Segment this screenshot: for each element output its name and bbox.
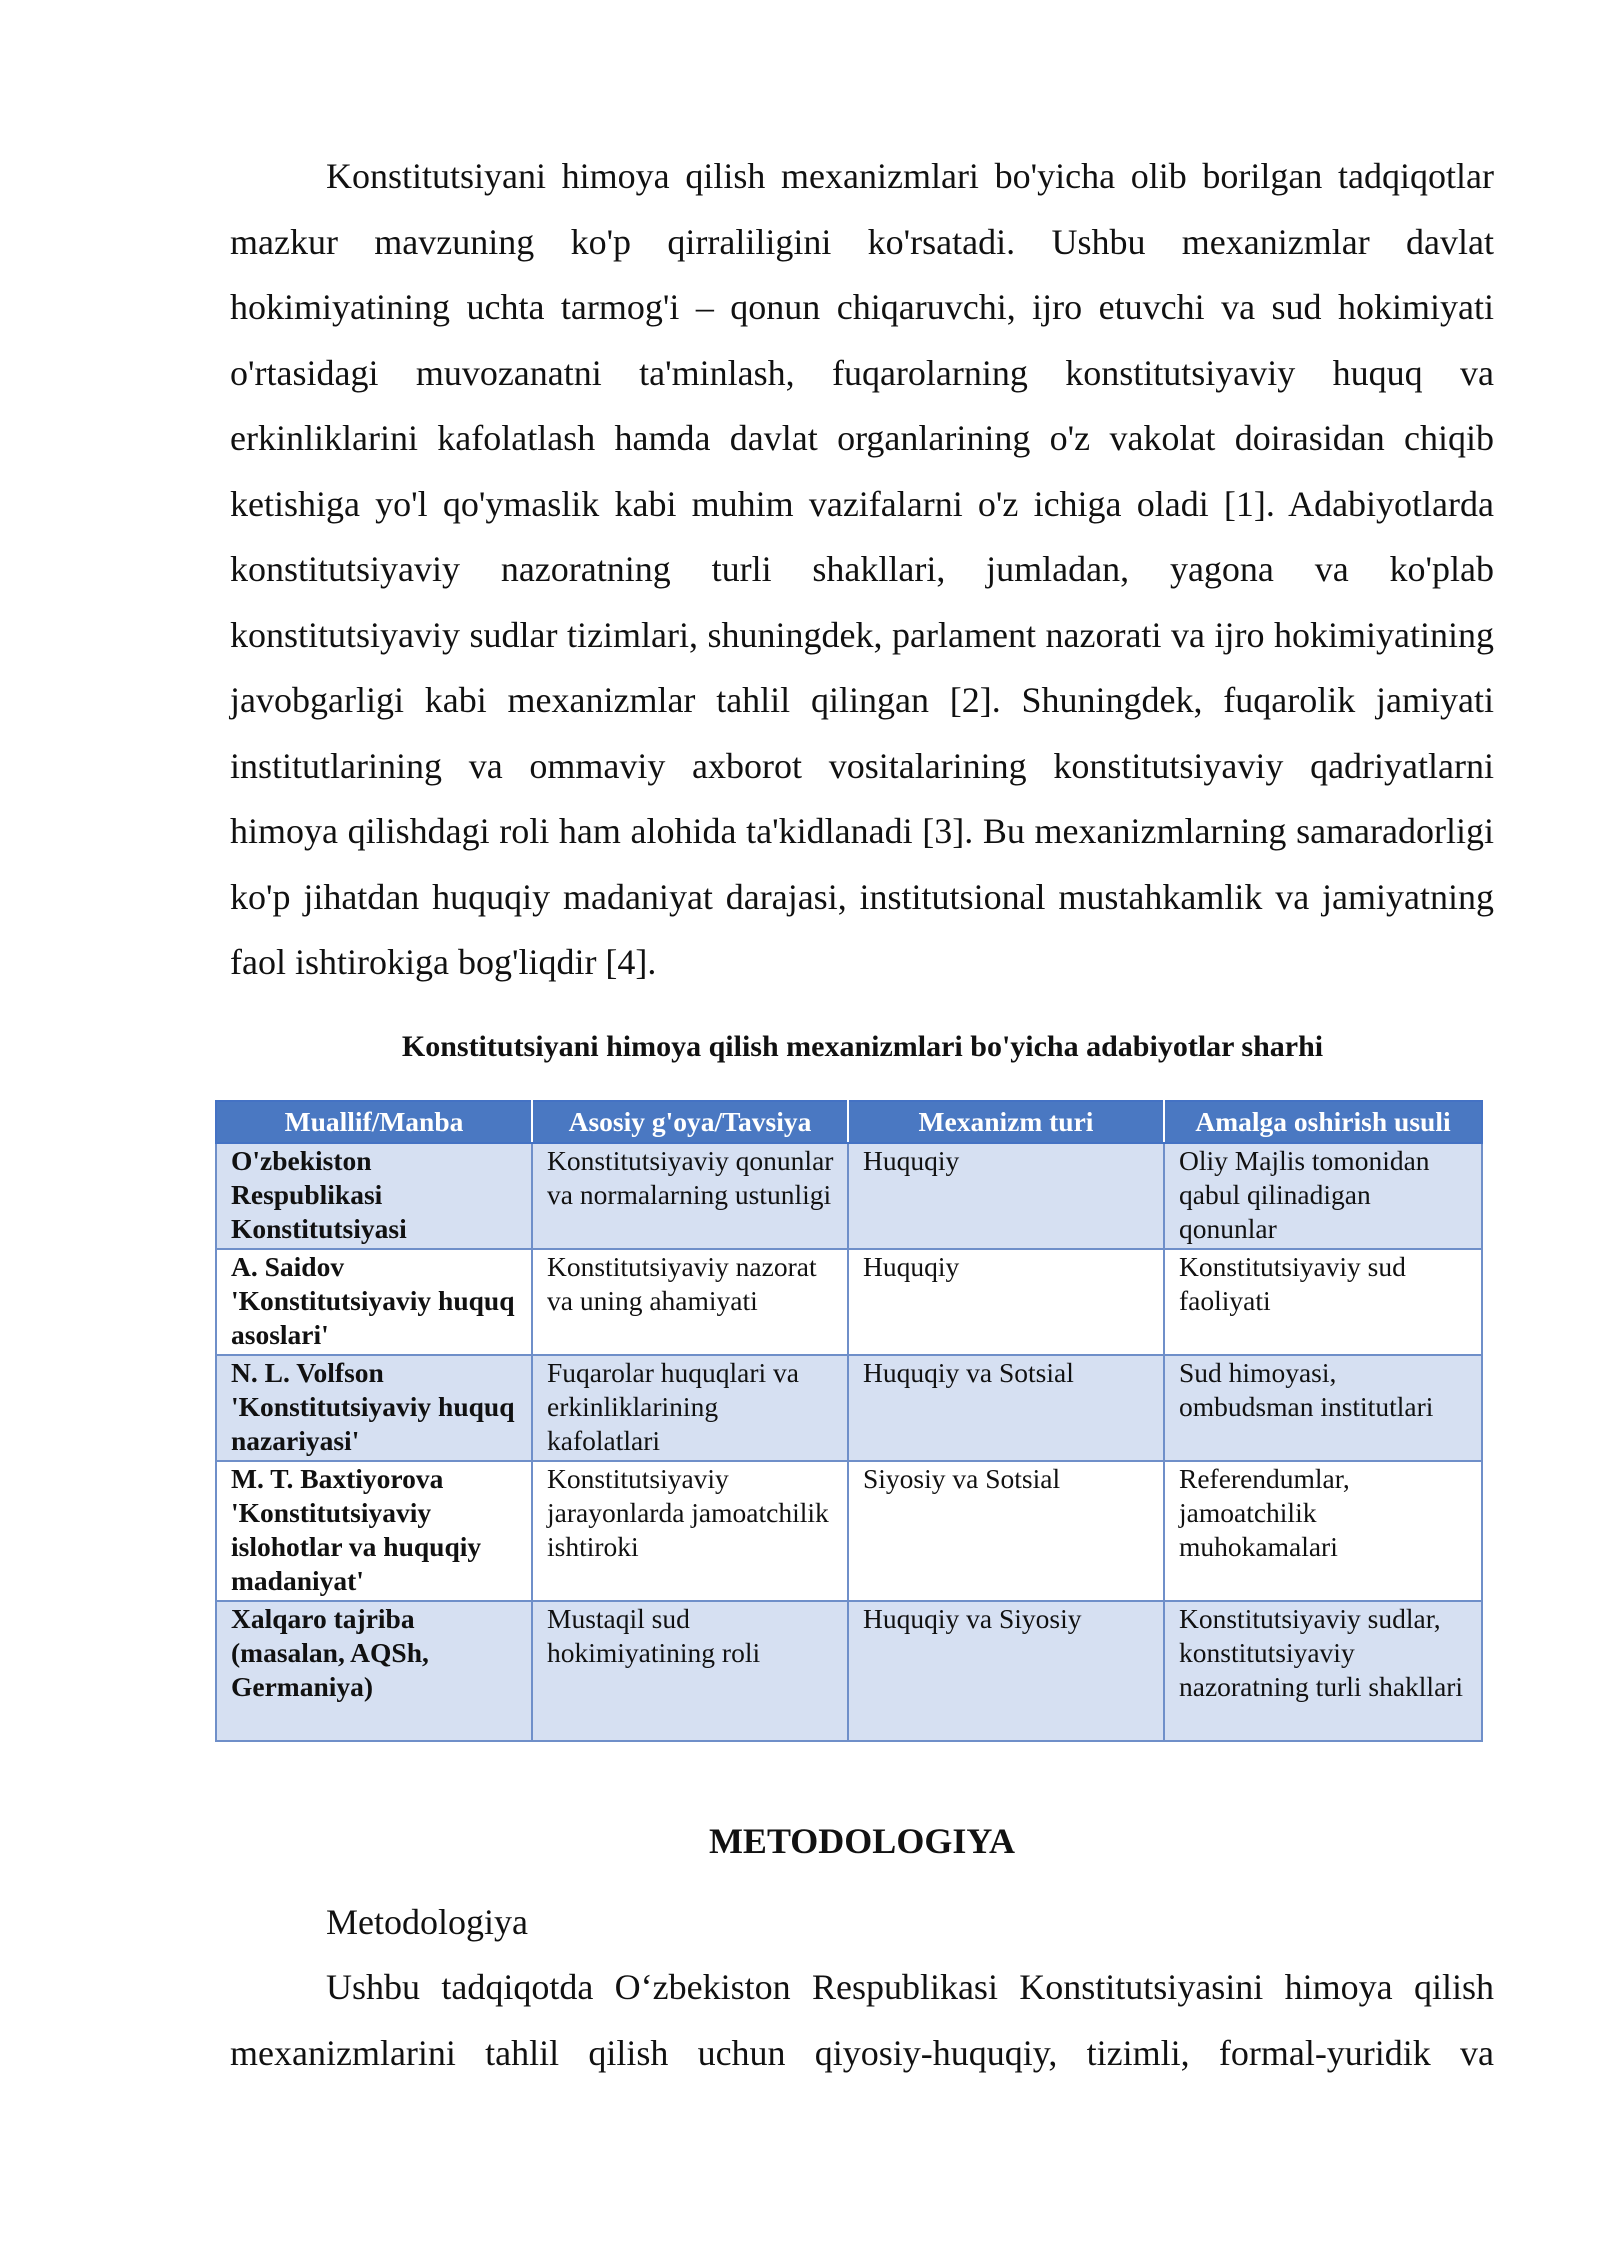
subheading: Metodologiya [326, 1902, 528, 1942]
cell-mechanism: Huquqiy [848, 1249, 1164, 1355]
table-row [216, 1601, 1482, 1741]
cell-method: Sud himoyasi, ombudsman institutlari [1164, 1355, 1482, 1461]
table-row [216, 1249, 1482, 1355]
cell-source: M. T. Baxtiyorova 'Konstitutsiyaviy islohotlar va huquqiy madaniyat' [216, 1461, 532, 1601]
cell-idea: Mustaqil sud hokimiyatining roli [532, 1601, 848, 1741]
table-row [216, 1143, 1482, 1249]
cell-idea: Fuqarolar huquqlari va erkinliklarining kafolatlari [532, 1355, 848, 1461]
cell-idea: Konstitutsiyaviy qonunlar va normalarning ustunligi [532, 1143, 848, 1249]
cell-mechanism: Huquqiy va Siyosiy [848, 1601, 1164, 1741]
header-main-idea: Asosiy g'oya/Tavsiya [532, 1101, 848, 1143]
cell-source: Xalqaro tajriba (masalan, AQSh, Germaniya) [216, 1601, 532, 1741]
cell-source: O'zbekiston Respublikasi Konstitutsiyasi [216, 1143, 532, 1249]
cell-method: Oliy Majlis tomonidan qabul qilinadigan qonunlar [1164, 1143, 1482, 1249]
body-paragraph-1 [230, 144, 1494, 996]
paragraph-text: Konstitutsiyani himoya qilish mexanizmlari bo'yicha olib borilgan tadqiqotlar mazkur mavzuning ko'p qirraliligini ko'rsatadi. Ushbu mexanizmlar davlat hokimiyatining uchta tarmog'i – qonun chiqaruvchi, ijro etuvchi va sud hokimiyati o'rtasidagi muvozanatni ta'minlash, fuqarolarning konstitutsiyaviy huquq va erkinliklarini kafolatlash hamda davlat organlarining o'z vakolat doirasidan chiqib ketishiga yo'l qo'ymaslik kabi muhim vazifalarni o'z ichiga oladi [1]. Adabiyotlarda konstitutsiyaviy nazoratning turli shakllari, jumladan, yagona va ko'plab konstitutsiyaviy sudlar tizimlari, shuningdek, parlament nazorati va ijro hokimiyatining javobgarligi kabi mexanizmlar tahlil qilingan [2]. Shuningdek, fuqarolik jamiyati institutlarining va ommaviy axborot vositalarining konstitutsiyaviy qadriyatlarni himoya qilishdagi roli ham alohida ta'kidlanadi [3]. Bu mexanizmlarning samaradorligi ko'p jihatdan huquqiy madaniyat darajasi, institutsional mustahkamlik va jamiyatning faol ishtirokiga bog'liqdir [4]. [230, 156, 1494, 982]
cell-idea: Konstitutsiyaviy nazorat va uning ahamiyati [532, 1249, 848, 1355]
cell-method: Referendumlar, jamoatchilik muhokamalari [1164, 1461, 1482, 1601]
table-caption: Konstitutsiyani himoya qilish mexanizmlari bo'yicha adabiyotlar sharhi [401, 1030, 1324, 1063]
body-paragraph-2 [230, 1955, 1494, 2086]
cell-source: N. L. Volfson 'Konstitutsiyaviy huquq nazariyasi' [216, 1355, 532, 1461]
header-mechanism-type: Mexanizm turi [848, 1101, 1164, 1143]
cell-idea: Konstitutsiyaviy jarayonlarda jamoatchilik ishtiroki [532, 1461, 848, 1601]
section-title: METODOLOGIYA [708, 1821, 1016, 1861]
cell-method: Konstitutsiyaviy sud faoliyati [1164, 1249, 1482, 1355]
cell-source: A. Saidov 'Konstitutsiyaviy huquq asoslari' [216, 1249, 532, 1355]
literature-review-table [215, 1100, 1483, 1742]
cell-method: Konstitutsiyaviy sudlar, konstitutsiyaviy nazoratning turli shakllari [1164, 1601, 1482, 1741]
paragraph-text: Ushbu tadqiqotda O‘zbekiston Respublikasi Konstitutsiyasini himoya qilish mexanizmlarini tahlil qilish uchun qiyosiy-huquqiy, tizimli, formal-yuridik va [230, 1967, 1494, 2073]
cell-mechanism: Siyosiy va Sotsial [848, 1461, 1164, 1601]
cell-mechanism: Huquqiy va Sotsial [848, 1355, 1164, 1461]
table-header-row [216, 1101, 1482, 1143]
cell-mechanism: Huquqiy [848, 1143, 1164, 1249]
table-row [216, 1461, 1482, 1601]
header-implementation-method: Amalga oshirish usuli [1164, 1101, 1482, 1143]
header-author-source: Muallif/Manba [216, 1101, 532, 1143]
table-row [216, 1355, 1482, 1461]
